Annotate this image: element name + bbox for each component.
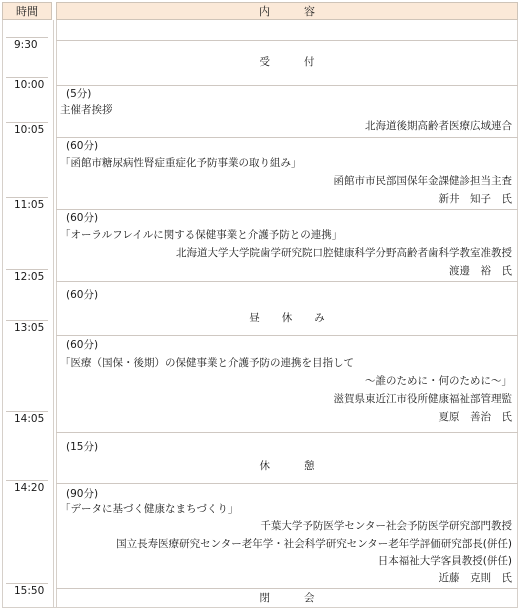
time-tick: [6, 197, 48, 198]
closing-char: 会: [304, 592, 315, 604]
lunch-char: 昼: [249, 312, 260, 324]
row-separator: [56, 335, 518, 336]
time-tick: [6, 269, 48, 270]
time-label: 11:05: [14, 199, 45, 211]
break-char: 憩: [304, 460, 315, 472]
break-duration: (15分): [66, 441, 99, 453]
talk2-affiliation: 北海道大学大学院歯学研究院口腔健康科学分野高齢者歯科学教室准教授: [176, 247, 512, 259]
reception-char: 付: [304, 56, 315, 68]
talk4-duration: (90分): [66, 488, 99, 500]
row-separator: [56, 85, 518, 86]
closing-label: [56, 592, 518, 605]
talk1-duration: (60分): [66, 140, 99, 152]
header-content-char: 容: [304, 5, 315, 18]
lunch-label: [56, 312, 518, 325]
talk4-affiliation-1: 千葉大学予防医学センター社会予防医学研究部門教授: [260, 520, 512, 532]
time-label: 15:50: [14, 585, 45, 597]
time-tick: [6, 411, 48, 412]
header-time: [2, 2, 52, 20]
closing-char: 閉: [259, 592, 270, 604]
talk2-title: 「オーラルフレイルに関する保健事業と介護予防との連携」: [60, 229, 343, 241]
row-separator: [56, 137, 518, 138]
greeting-title: 主催者挨拶: [60, 104, 113, 116]
time-column: [2, 20, 54, 608]
time-tick: [6, 77, 48, 78]
greeting-duration: (5分): [66, 88, 92, 100]
talk3-affiliation: 滋賀県東近江市役所健康福祉部管理監: [333, 393, 512, 405]
lunch-duration: (60分): [66, 289, 99, 301]
time-label: 14:05: [14, 413, 45, 425]
row-separator: [56, 40, 518, 41]
break-label: [56, 460, 518, 473]
time-tick: [6, 37, 48, 38]
talk3-speaker: 夏原 善治 氏: [438, 411, 512, 423]
talk3-subtitle: ～誰のために・何のために～」: [365, 375, 512, 387]
time-label: 9:30: [14, 39, 38, 51]
lunch-char: 休: [281, 312, 293, 324]
table-bottom-border: [2, 607, 518, 608]
header-content: [56, 2, 518, 20]
talk4-affiliation-2: 国立長寿医療研究センター老年学・社会科学研究センター老年学評価研究部長(併任): [116, 538, 512, 550]
time-tick: [6, 480, 48, 481]
time-tick: [6, 583, 48, 584]
talk2-speaker: 渡邊 裕 氏: [449, 265, 512, 277]
header-content-char: 内: [259, 5, 270, 18]
row-separator: [56, 209, 518, 210]
row-separator: [56, 281, 518, 282]
talk4-affiliation-3: 日本福祉大学客員教授(併任): [377, 555, 512, 567]
row-separator: [56, 432, 518, 433]
greeting-org: 北海道後期高齢者医療広域連合: [365, 120, 512, 132]
talk1-affiliation: 函館市市民部国保年金課健診担当主査: [333, 175, 512, 187]
talk3-title: 「医療（国保・後期）の保健事業と介護予防の連携を目指して: [60, 357, 354, 369]
time-tick: [6, 122, 48, 123]
talk4-title: 「データに基づく健康なまちづくり」: [60, 503, 239, 515]
time-label: 10:00: [14, 79, 45, 91]
row-separator: [56, 483, 518, 484]
time-tick: [6, 320, 48, 321]
lunch-char: み: [314, 312, 325, 324]
talk1-title: 「函館市糖尿病性腎症重症化予防事業の取り組み」: [60, 157, 302, 169]
talk2-duration: (60分): [66, 212, 99, 224]
time-label: 12:05: [14, 271, 45, 283]
time-label: 10:05: [14, 124, 45, 136]
row-separator: [56, 588, 518, 589]
reception-label: [56, 56, 518, 69]
header-time-label: 時間: [16, 5, 38, 18]
talk3-duration: (60分): [66, 339, 99, 351]
talk1-speaker: 新井 知子 氏: [438, 193, 512, 205]
break-char: 休: [259, 460, 270, 472]
reception-char: 受: [259, 56, 270, 68]
time-label: 14:20: [14, 482, 45, 494]
talk4-speaker: 近藤 克則 氏: [438, 572, 512, 584]
time-label: 13:05: [14, 322, 45, 334]
